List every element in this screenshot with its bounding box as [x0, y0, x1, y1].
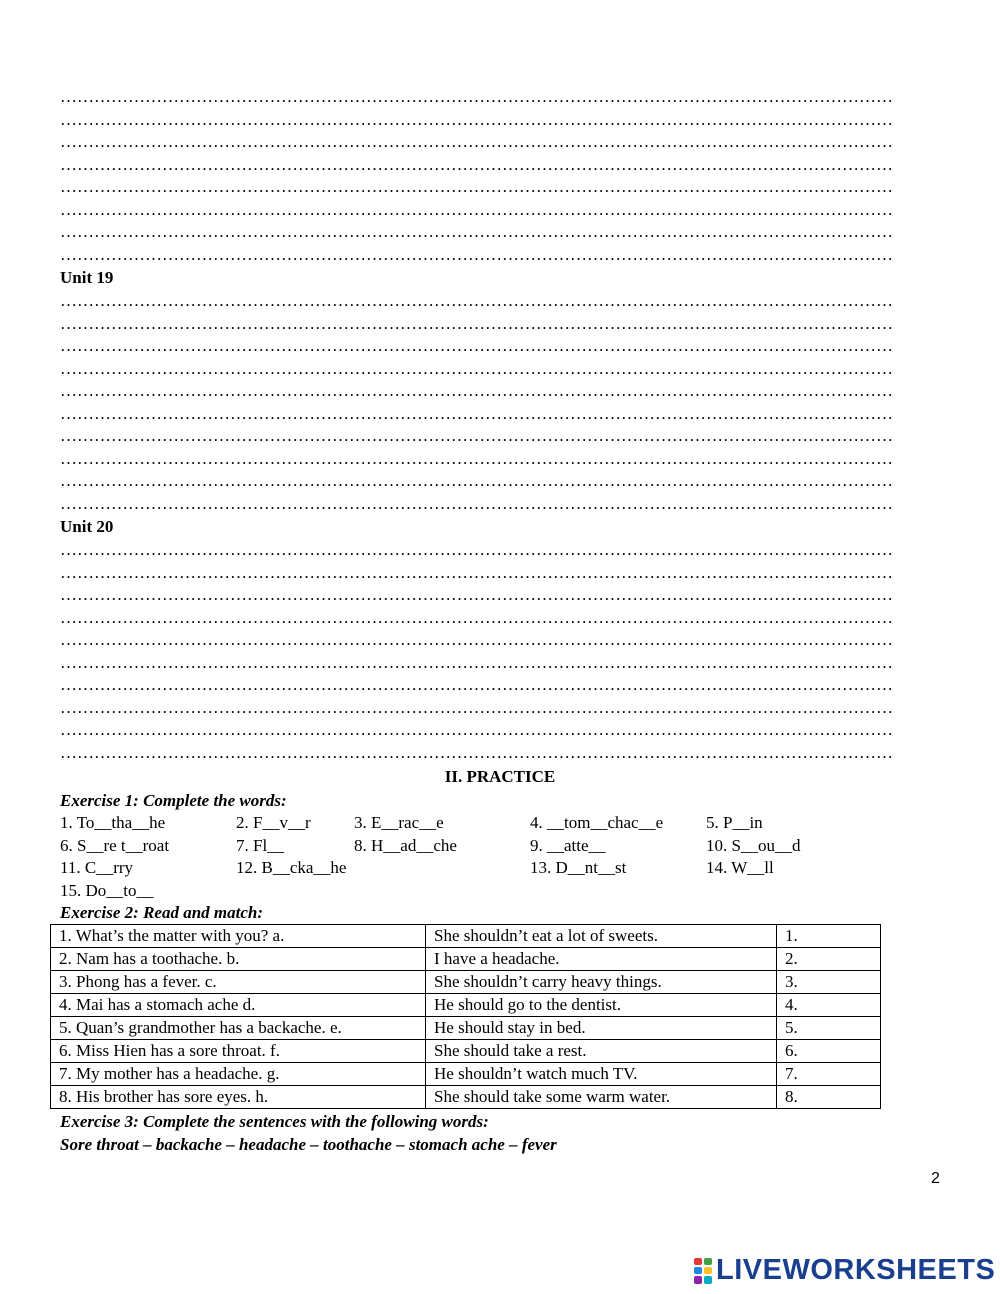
writing-line[interactable]: …………………………………………………………………………………………………………………………………: [60, 244, 893, 264]
writing-line[interactable]: …………………………………………………………………………………………………………………………………: [60, 403, 893, 423]
problem-cell: 4. Mai has a stomach ache d.: [51, 994, 426, 1017]
writing-line[interactable]: …………………………………………………………………………………………………………………………………: [60, 607, 893, 627]
word-item: [236, 880, 354, 903]
exercise1-title: Exercise 1: Complete the words:: [60, 791, 287, 810]
word-item: 9. __atte__: [530, 835, 606, 855]
writing-line[interactable]: …………………………………………………………………………………………………………………………………: [60, 177, 893, 196]
writing-line[interactable]: …………………………………………………………………………………………………………………………………: [60, 562, 893, 582]
word-item: 11. C__rry: [60, 858, 134, 877]
problem-cell: 7. My mother has a headache. g.: [51, 1063, 426, 1086]
brand-name: LIVEWORKSHEETS: [716, 1254, 996, 1286]
writing-line[interactable]: …………………………………………………………………………………………………………………………………: [60, 336, 893, 355]
liveworksheets-logo-icon: [694, 1258, 712, 1284]
word-item: [354, 880, 530, 903]
word-item: 5. P__in: [706, 813, 763, 832]
word-item: [354, 857, 530, 880]
writing-line[interactable]: …………………………………………………………………………………………………………………………………: [60, 358, 893, 378]
answer-cell[interactable]: 4.: [777, 994, 881, 1017]
writing-line[interactable]: …………………………………………………………………………………………………………………………………: [60, 109, 893, 129]
writing-line[interactable]: …………………………………………………………………………………………………………………………………: [60, 87, 893, 106]
writing-line[interactable]: …………………………………………………………………………………………………………………………………: [60, 199, 893, 219]
word-item: 14. W__ll: [706, 858, 774, 877]
word-item: [530, 880, 706, 903]
exercise2-match-table: [50, 924, 881, 1109]
writing-line[interactable]: …………………………………………………………………………………………………………………………………: [60, 426, 893, 445]
word-item: 12. B__cka__he: [236, 858, 347, 877]
writing-line[interactable]: …………………………………………………………………………………………………………………………………: [60, 291, 893, 310]
table-row: [51, 971, 881, 994]
advice-cell: She shouldn’t carry heavy things.: [426, 971, 777, 994]
writing-line[interactable]: …………………………………………………………………………………………………………………………………: [60, 154, 893, 174]
table-row: [51, 1040, 881, 1063]
word-item: 13. D__nt__st: [530, 858, 627, 877]
writing-line[interactable]: …………………………………………………………………………………………………………………………………: [60, 381, 893, 400]
logo-block: [694, 1267, 702, 1274]
advice-cell: She should take some warm water.: [426, 1086, 777, 1109]
writing-line[interactable]: …………………………………………………………………………………………………………………………………: [60, 742, 893, 762]
writing-blocks: [60, 86, 960, 764]
advice-cell: He should stay in bed.: [426, 1017, 777, 1040]
table-row: [51, 925, 881, 948]
logo-block: [704, 1276, 712, 1283]
table-row: [51, 1017, 881, 1040]
writing-line[interactable]: …………………………………………………………………………………………………………………………………: [60, 652, 893, 672]
table-row: [51, 1063, 881, 1086]
page-number: 2: [931, 1170, 940, 1187]
writing-line[interactable]: …………………………………………………………………………………………………………………………………: [60, 675, 893, 694]
problem-cell: 8. His brother has sore eyes. h.: [51, 1086, 426, 1109]
practice-title: II. PRACTICE: [444, 767, 556, 786]
writing-line[interactable]: …………………………………………………………………………………………………………………………………: [60, 471, 893, 490]
table-row: [51, 1086, 881, 1109]
logo-block: [704, 1258, 712, 1265]
problem-cell: 2. Nam has a toothache. b.: [51, 948, 426, 971]
writing-line[interactable]: …………………………………………………………………………………………………………………………………: [60, 697, 893, 717]
advice-cell: She shouldn’t eat a lot of sweets.: [426, 925, 777, 948]
exercise1-word-grid: [60, 812, 960, 902]
exercise3-word-bank: Sore throat – backache – headache – toothache – stomach ache – fever: [60, 1135, 557, 1154]
logo-block: [694, 1258, 702, 1265]
writing-line[interactable]: …………………………………………………………………………………………………………………………………: [60, 720, 893, 739]
answer-cell[interactable]: 1.: [777, 925, 881, 948]
answer-cell[interactable]: 5.: [777, 1017, 881, 1040]
writing-line[interactable]: …………………………………………………………………………………………………………………………………: [60, 222, 893, 241]
answer-cell[interactable]: 2.: [777, 948, 881, 971]
writing-line[interactable]: …………………………………………………………………………………………………………………………………: [60, 585, 893, 604]
word-item: 7. Fl__: [236, 835, 285, 855]
advice-cell: I have a headache.: [426, 948, 777, 971]
problem-cell: 3. Phong has a fever. c.: [51, 971, 426, 994]
word-item: 3. E__rac__e: [354, 813, 444, 832]
writing-line[interactable]: …………………………………………………………………………………………………………………………………: [60, 493, 893, 513]
answer-cell[interactable]: 3.: [777, 971, 881, 994]
logo-block: [694, 1276, 702, 1283]
advice-cell: He shouldn’t watch much TV.: [426, 1063, 777, 1086]
exercise2-title: Exercise 2: Read and match:: [60, 903, 264, 922]
word-item: [706, 880, 866, 903]
answer-cell[interactable]: 8.: [777, 1086, 881, 1109]
problem-cell: 6. Miss Hien has a sore throat. f.: [51, 1040, 426, 1063]
liveworksheets-brand: [694, 1254, 995, 1287]
writing-line[interactable]: …………………………………………………………………………………………………………………………………: [60, 132, 893, 151]
writing-line[interactable]: …………………………………………………………………………………………………………………………………: [60, 448, 893, 468]
word-item: 4. __tom__chac__e: [530, 813, 664, 832]
unit-title: Unit 19: [60, 268, 114, 287]
logo-block: [704, 1267, 712, 1274]
writing-line[interactable]: …………………………………………………………………………………………………………………………………: [60, 313, 893, 333]
advice-cell: She should take a rest.: [426, 1040, 777, 1063]
word-item: 10. S__ou__d: [706, 835, 801, 855]
table-row: [51, 948, 881, 971]
word-item: 8. H__ad__che: [354, 835, 457, 855]
writing-line[interactable]: …………………………………………………………………………………………………………………………………: [60, 630, 893, 649]
answer-cell[interactable]: 6.: [777, 1040, 881, 1063]
word-item: 1. To__tha__he: [60, 813, 166, 832]
advice-cell: He should go to the dentist.: [426, 994, 777, 1017]
word-item: 15. Do__to__: [60, 880, 154, 900]
worksheet-page: [60, 86, 960, 1157]
word-item: 2. F__v__r: [236, 813, 311, 832]
problem-cell: 1. What’s the matter with you? a.: [51, 925, 426, 948]
exercise3-title: Exercise 3: Complete the sentences with the following words:: [60, 1112, 489, 1131]
answer-cell[interactable]: 7.: [777, 1063, 881, 1086]
writing-line[interactable]: …………………………………………………………………………………………………………………………………: [60, 540, 893, 559]
problem-cell: 5. Quan’s grandmother has a backache. e.: [51, 1017, 426, 1040]
table-row: [51, 994, 881, 1017]
unit-title: Unit 20: [60, 517, 114, 536]
word-item: 6. S__re t__roat: [60, 835, 170, 855]
